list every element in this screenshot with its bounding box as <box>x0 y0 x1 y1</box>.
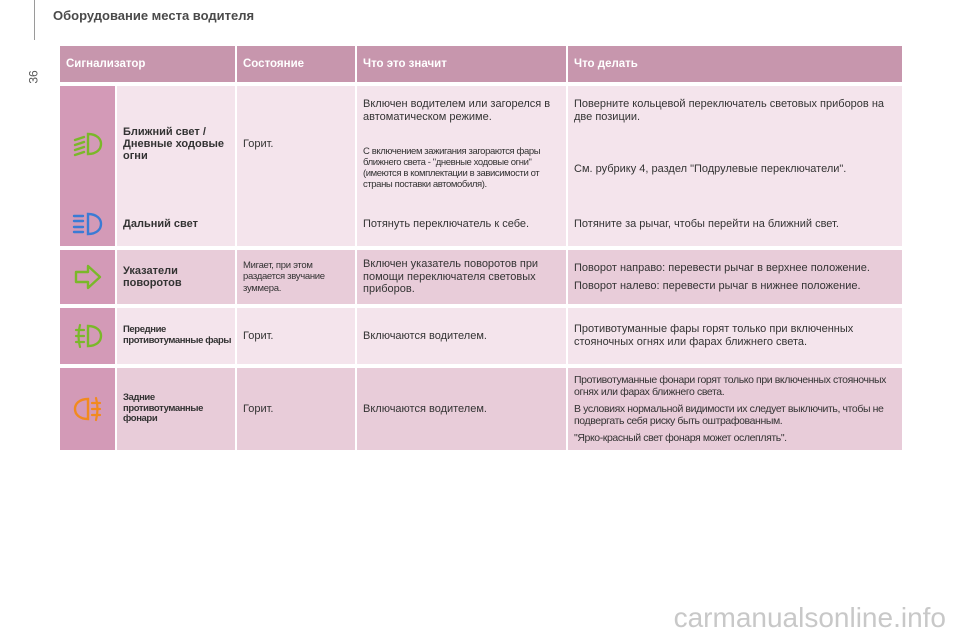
warning-lights-table <box>58 46 904 450</box>
page-number: 36 <box>26 70 41 84</box>
low-beam-icon-cell <box>60 86 115 202</box>
high-beam-name: Дальний свет <box>117 202 235 246</box>
indicators-state: Мигает, при этом раздается звучание зуммера. <box>237 250 355 304</box>
high-beam-headlight-icon <box>71 211 105 237</box>
low-beam-action-1: Поверните кольцевой переключатель световых приборов на две позиции. <box>568 86 902 136</box>
column-header-meaning: Что это значит <box>357 46 566 82</box>
low-beam-name: Ближний свет / Дневные ходовые огни <box>117 86 235 202</box>
drl-action: См. рубрику 4, раздел "Подрулевые переключатели". <box>568 136 902 202</box>
watermark: carmanualsonline.info <box>673 602 946 633</box>
high-beam-icon-cell <box>60 202 115 246</box>
rear-fog-action <box>568 368 902 450</box>
high-beam-state <box>237 202 355 246</box>
indicators-icon-cell <box>60 250 115 304</box>
indicators-action-right: Поворот направо: перевести рычаг в верхнее положение. <box>574 261 870 274</box>
front-fog-icon-cell <box>60 308 115 364</box>
rear-fog-action-2: В условиях нормальной видимости их следует выключить, чтобы не подвергать себя риску быть оштрафованным. <box>574 402 884 428</box>
rear-fog-meaning: Включаются водителем. <box>357 368 566 450</box>
drl-meaning: С включением зажигания загораются фары ближнего света - "дневные ходовые огни" (имеются в комплектации в зависимости от страны поставки автомобиля). <box>357 136 566 202</box>
rear-fog-action-3: "Ярко-красный свет фонаря может ослеплять". <box>574 432 787 445</box>
high-beam-action: Потяните за рычаг, чтобы перейти на ближний свет. <box>568 202 902 246</box>
column-header-action: Что делать <box>568 46 902 82</box>
front-fog-meaning: Включаются водителем. <box>357 308 566 364</box>
indicators-action <box>568 250 902 304</box>
table-row-high-beam <box>60 202 902 246</box>
low-beam-state: Горит. <box>237 86 355 202</box>
table-row-low-beam <box>60 86 902 136</box>
indicators-name: Указатели поворотов <box>117 250 235 304</box>
column-header-indicator: Сигнализатор <box>60 46 235 82</box>
indicators-action-left: Поворот налево: перевести рычаг в нижнее положение. <box>574 279 861 292</box>
table-header-row <box>60 46 902 82</box>
indicators-meaning: Включен указатель поворотов при помощи переключателя световых приборов. <box>357 250 566 304</box>
rear-fog-state: Горит. <box>237 368 355 450</box>
turn-indicator-arrow-icon <box>73 263 103 291</box>
front-fog-state: Горит. <box>237 308 355 364</box>
column-header-state: Состояние <box>237 46 355 82</box>
left-margin-rule <box>34 0 35 40</box>
table-row-front-fog <box>60 308 902 364</box>
low-beam-meaning-1: Включен водителем или загорелся в автоматическом режиме. <box>357 86 566 136</box>
table-row-indicators <box>60 250 902 304</box>
rear-fog-icon-cell <box>60 368 115 450</box>
high-beam-meaning: Потянуть переключатель к себе. <box>357 202 566 246</box>
front-fog-action: Противотуманные фары горят только при включенных стояночных огнях или фарах ближнего света. <box>568 308 902 364</box>
front-fog-light-icon <box>71 322 105 350</box>
low-beam-headlight-icon <box>71 131 105 157</box>
rear-fog-action-1: Противотуманные фонари горят только при включенных стояночных огнях или фарах ближнего света. <box>574 373 886 398</box>
table-row-rear-fog <box>60 368 902 450</box>
rear-fog-name: Задние противотуманные фонари <box>117 368 235 450</box>
page-title: Оборудование места водителя <box>53 8 255 23</box>
rear-fog-light-icon <box>71 395 105 423</box>
front-fog-name: Передние противотуманные фары <box>117 308 235 364</box>
